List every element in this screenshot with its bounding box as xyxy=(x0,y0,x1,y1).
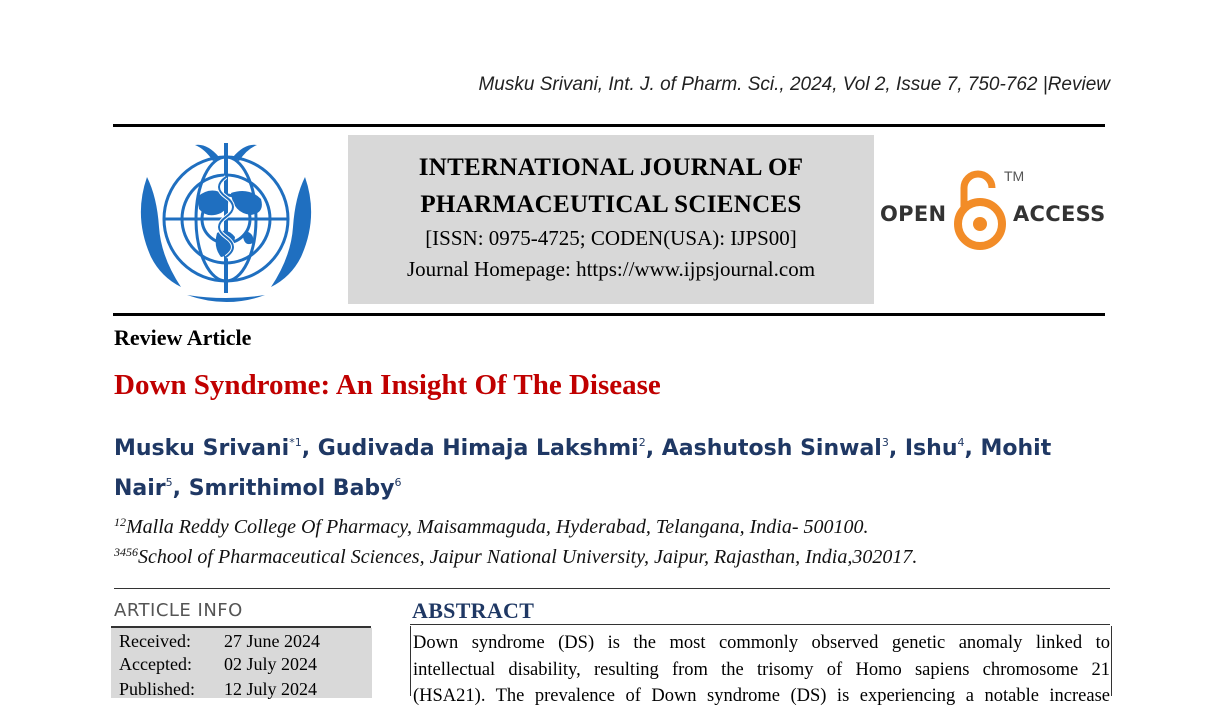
running-head: Musku Srivani, Int. J. of Pharm. Sci., 2024, Vol 2, Issue 7, 750-762 |Review xyxy=(478,74,1110,95)
author-name: Ishu xyxy=(904,436,958,461)
author-list: Musku Srivani$^{*1}$, Gudivada Himaja Lakshmi$^2$, Aashutosh Sinwal$^3$, Ishu$^4$, Mohit Nair$^5$, Smrithimol Baby$^6$ xyxy=(114,436,1052,501)
abstract-text xyxy=(413,630,1110,710)
journal-title-line1: INTERNATIONAL JOURNAL OF xyxy=(418,154,804,181)
header-rule-top xyxy=(113,124,1105,127)
open-lock-icon xyxy=(954,168,1006,252)
abstract-line: Down syndrome (DS) is the most commonly observed genetic anomaly linked to xyxy=(413,633,1110,653)
abstract-heading: ABSTRACT xyxy=(412,598,535,623)
affiliation xyxy=(114,545,917,569)
open-access-word-access: ACCESS xyxy=(1013,202,1106,226)
affiliation-mark: 12 xyxy=(114,515,126,529)
author-name: Musku Srivani xyxy=(114,436,290,461)
trademark-mark: TM xyxy=(1004,168,1025,184)
article-info-heading: ARTICLE INFO xyxy=(114,600,243,621)
open-access-logo xyxy=(878,168,1108,254)
published-date-row xyxy=(119,679,317,700)
author-affiliation-mark: 4 xyxy=(957,436,965,449)
who-emblem-logo xyxy=(127,137,325,307)
received-date-row xyxy=(119,631,320,652)
open-access-word-open: OPEN xyxy=(880,202,947,226)
abstract-line: intellectual disability, resulting from the trisomy of Homo sapiens chromosome 21 xyxy=(413,659,1110,680)
section-divider xyxy=(114,588,1110,589)
abstract-rule xyxy=(410,624,1110,625)
header-rule-bottom xyxy=(113,313,1105,316)
issn-line: [ISSN: 0975-4725; CODEN(USA): IJPS00] xyxy=(425,226,797,250)
author-name: Smrithimol Baby xyxy=(188,476,395,501)
journal-title xyxy=(348,149,874,223)
journal-title-line2: PHARMACEUTICAL SCIENCES xyxy=(420,191,802,218)
author-affiliation-mark: 2 xyxy=(638,436,646,449)
journal-masthead xyxy=(348,135,874,304)
date-label: Received: xyxy=(119,631,191,651)
affiliation xyxy=(114,515,869,539)
author-name: Mohit Nair xyxy=(114,436,1052,501)
author-name: Gudivada Himaja Lakshmi xyxy=(317,436,639,461)
journal-homepage: Journal Homepage: https://www.ijpsjournal.com xyxy=(406,257,816,281)
accepted-date-row xyxy=(119,654,317,675)
affiliation-text: School of Pharmaceutical Sciences, Jaipur National University, Jaipur, Rajasthan, India,302017. xyxy=(138,546,918,568)
date-value: 02 July 2024 xyxy=(224,654,318,674)
author-affiliation-mark: 5 xyxy=(165,476,173,489)
date-label: Accepted: xyxy=(119,654,192,674)
abstract-line: (HSA21). The prevalence of Down syndrome (DS) is experiencing a notable increase xyxy=(413,686,1110,706)
date-value: 27 June 2024 xyxy=(224,631,320,651)
affiliation-mark: 3456 xyxy=(114,545,138,559)
article-type: Review Article xyxy=(114,325,252,350)
date-value: 12 July 2024 xyxy=(224,679,318,699)
author-affiliation-mark: 3 xyxy=(881,436,889,449)
author-name: Aashutosh Sinwal xyxy=(661,436,882,461)
date-label: Published: xyxy=(119,679,196,699)
affiliation-text: Malla Reddy College Of Pharmacy, Maisammaguda, Hyderabad, Telangana, India- 500100. xyxy=(126,516,869,538)
author-affiliation-mark: 6 xyxy=(394,476,402,489)
article-info-panel xyxy=(111,628,372,698)
author-affiliation-mark: *1 xyxy=(289,436,302,449)
paper-title: Down Syndrome: An Insight Of The Disease xyxy=(114,369,661,401)
